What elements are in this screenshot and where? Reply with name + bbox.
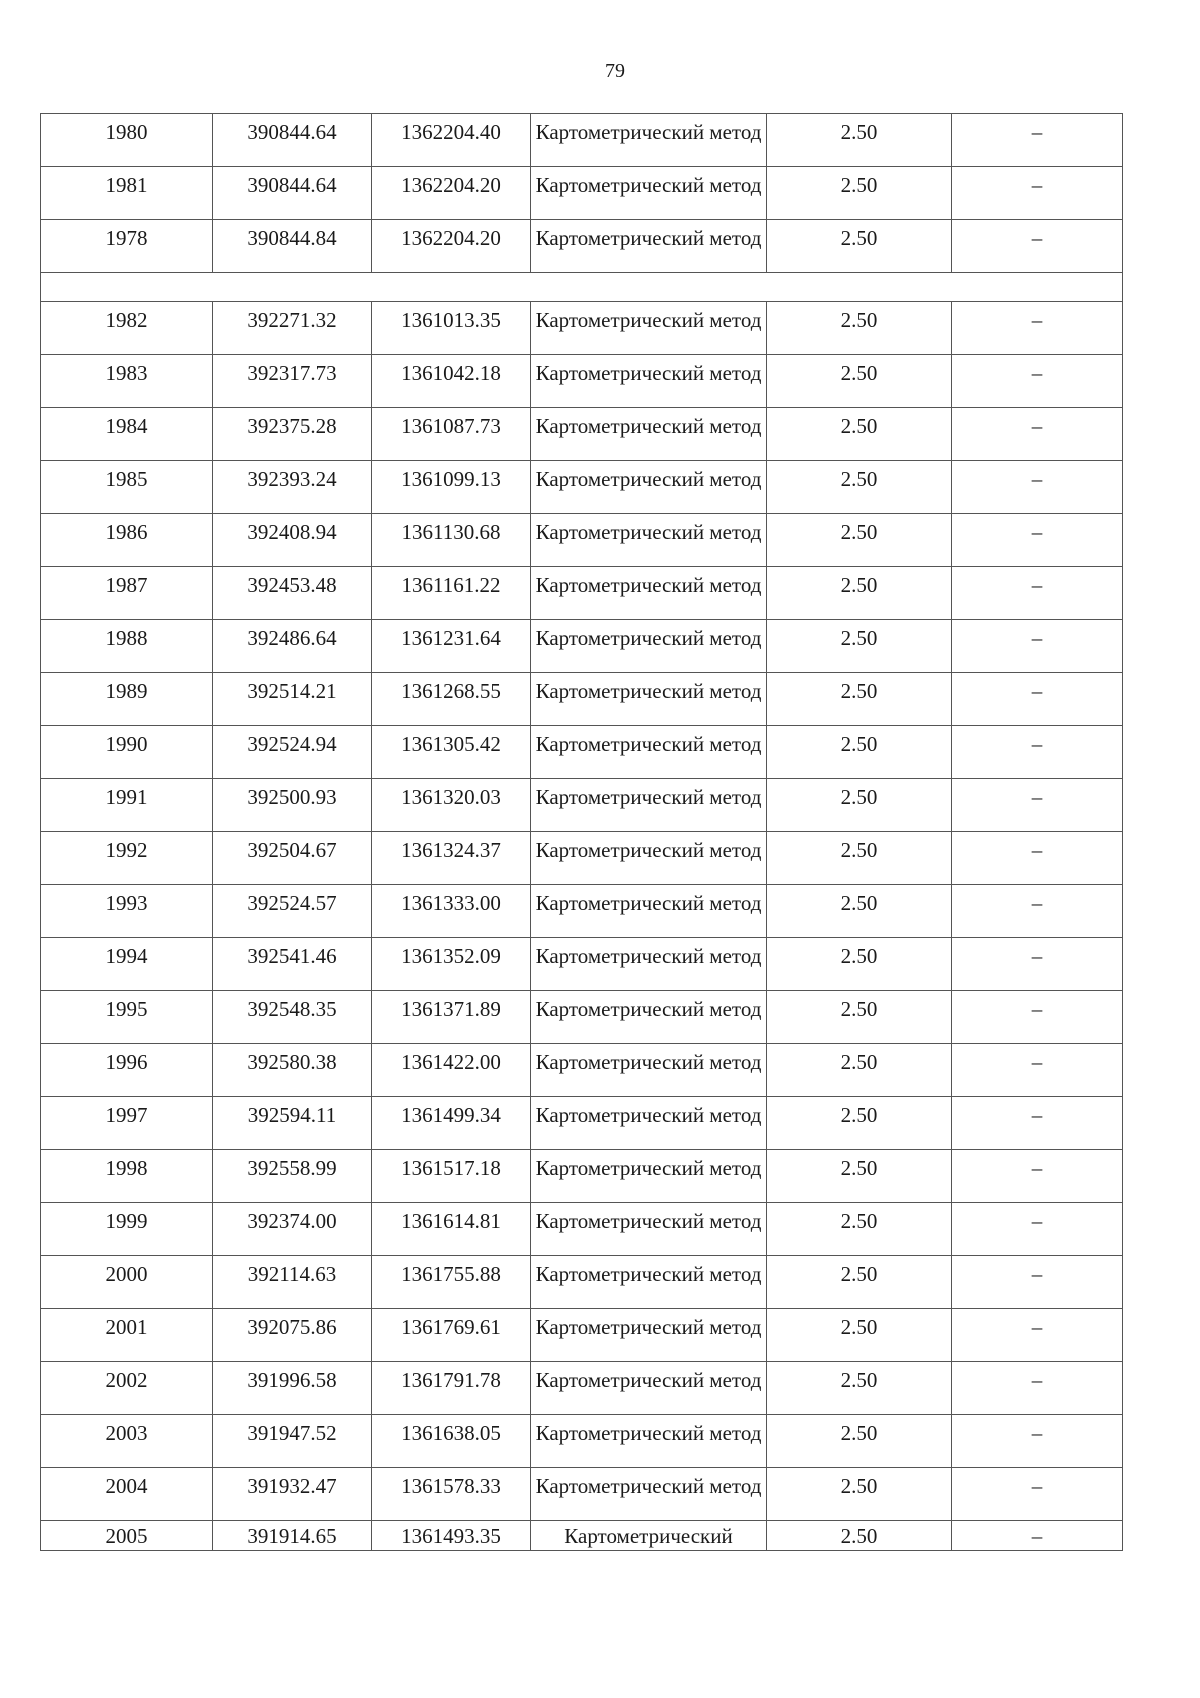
method-cell: Картометрический метод [531, 167, 767, 220]
method-cell: Картометрический метод [531, 1097, 767, 1150]
method-cell: Картометрический метод [531, 673, 767, 726]
table-row [41, 167, 1123, 220]
point-number-cell: 1984 [41, 408, 213, 461]
point-number-cell: 1983 [41, 355, 213, 408]
separator-cell [41, 273, 1123, 302]
y-coordinate-cell: 1361305.42 [372, 726, 531, 779]
y-coordinate-cell: 1361042.18 [372, 355, 531, 408]
point-number-cell: 1987 [41, 567, 213, 620]
point-number-cell: 2005 [41, 1521, 213, 1551]
y-coordinate-cell: 1361333.00 [372, 885, 531, 938]
method-cell: Картометрический метод [531, 1309, 767, 1362]
method-cell: Картометрический метод [531, 567, 767, 620]
accuracy-cell: 2.50 [767, 1362, 952, 1415]
point-number-cell: 1982 [41, 302, 213, 355]
accuracy-cell: 2.50 [767, 779, 952, 832]
coordinates-table [40, 113, 1123, 1551]
method-cell: Картометрический метод [531, 408, 767, 461]
method-cell: Картометрический метод [531, 620, 767, 673]
y-coordinate-cell: 1361493.35 [372, 1521, 531, 1551]
note-cell: – [952, 938, 1123, 991]
table-row [41, 1256, 1123, 1309]
coordinates-table-body [41, 114, 1123, 1551]
note-cell: – [952, 1203, 1123, 1256]
x-coordinate-cell: 392317.73 [213, 355, 372, 408]
note-cell: – [952, 220, 1123, 273]
note-cell: – [952, 620, 1123, 673]
table-row [41, 567, 1123, 620]
y-coordinate-cell: 1362204.40 [372, 114, 531, 167]
accuracy-cell: 2.50 [767, 1521, 952, 1551]
accuracy-cell: 2.50 [767, 991, 952, 1044]
method-cell: Картометрический метод [531, 938, 767, 991]
table-row [41, 1362, 1123, 1415]
note-cell: – [952, 726, 1123, 779]
method-cell: Картометрический метод [531, 1468, 767, 1521]
method-cell: Картометрический метод [531, 355, 767, 408]
table-row [41, 885, 1123, 938]
table-row [41, 1415, 1123, 1468]
method-cell: Картометрический метод [531, 1362, 767, 1415]
table-row [41, 673, 1123, 726]
note-cell: – [952, 514, 1123, 567]
y-coordinate-cell: 1361769.61 [372, 1309, 531, 1362]
x-coordinate-cell: 391914.65 [213, 1521, 372, 1551]
x-coordinate-cell: 392594.11 [213, 1097, 372, 1150]
note-cell: – [952, 673, 1123, 726]
table-row [41, 1468, 1123, 1521]
method-cell: Картометрический метод [531, 885, 767, 938]
accuracy-cell: 2.50 [767, 1468, 952, 1521]
note-cell: – [952, 779, 1123, 832]
point-number-cell: 2003 [41, 1415, 213, 1468]
accuracy-cell: 2.50 [767, 514, 952, 567]
accuracy-cell: 2.50 [767, 1044, 952, 1097]
point-number-cell: 1998 [41, 1150, 213, 1203]
table-separator-row [41, 273, 1123, 302]
point-number-cell: 1995 [41, 991, 213, 1044]
accuracy-cell: 2.50 [767, 832, 952, 885]
y-coordinate-cell: 1362204.20 [372, 167, 531, 220]
accuracy-cell: 2.50 [767, 620, 952, 673]
accuracy-cell: 2.50 [767, 1256, 952, 1309]
table-row [41, 620, 1123, 673]
note-cell: – [952, 567, 1123, 620]
point-number-cell: 1989 [41, 673, 213, 726]
accuracy-cell: 2.50 [767, 167, 952, 220]
note-cell: – [952, 832, 1123, 885]
note-cell: – [952, 1044, 1123, 1097]
x-coordinate-cell: 392271.32 [213, 302, 372, 355]
page-number: 79 [605, 60, 625, 82]
table-row [41, 1044, 1123, 1097]
method-cell: Картометрический метод [531, 726, 767, 779]
y-coordinate-cell: 1361791.78 [372, 1362, 531, 1415]
y-coordinate-cell: 1361755.88 [372, 1256, 531, 1309]
x-coordinate-cell: 391932.47 [213, 1468, 372, 1521]
x-coordinate-cell: 392580.38 [213, 1044, 372, 1097]
point-number-cell: 1993 [41, 885, 213, 938]
point-number-cell: 1994 [41, 938, 213, 991]
x-coordinate-cell: 392075.86 [213, 1309, 372, 1362]
note-cell: – [952, 1150, 1123, 1203]
note-cell: – [952, 302, 1123, 355]
method-cell: Картометрический метод [531, 514, 767, 567]
table-row [41, 114, 1123, 167]
x-coordinate-cell: 392453.48 [213, 567, 372, 620]
note-cell: – [952, 1415, 1123, 1468]
y-coordinate-cell: 1361130.68 [372, 514, 531, 567]
accuracy-cell: 2.50 [767, 567, 952, 620]
note-cell: – [952, 355, 1123, 408]
y-coordinate-cell: 1361638.05 [372, 1415, 531, 1468]
accuracy-cell: 2.50 [767, 1309, 952, 1362]
method-cell: Картометрический метод [531, 1256, 767, 1309]
method-cell: Картометрический метод [531, 1044, 767, 1097]
table-row [41, 302, 1123, 355]
accuracy-cell: 2.50 [767, 461, 952, 514]
method-cell: Картометрический метод [531, 461, 767, 514]
table-row [41, 1150, 1123, 1203]
point-number-cell: 1985 [41, 461, 213, 514]
x-coordinate-cell: 391996.58 [213, 1362, 372, 1415]
method-cell: Картометрический метод [531, 302, 767, 355]
accuracy-cell: 2.50 [767, 114, 952, 167]
note-cell: – [952, 1362, 1123, 1415]
x-coordinate-cell: 392374.00 [213, 1203, 372, 1256]
note-cell: – [952, 991, 1123, 1044]
accuracy-cell: 2.50 [767, 1097, 952, 1150]
table-row [41, 408, 1123, 461]
method-cell: Картометрический метод [531, 1203, 767, 1256]
table-row [41, 461, 1123, 514]
point-number-cell: 1996 [41, 1044, 213, 1097]
accuracy-cell: 2.50 [767, 302, 952, 355]
y-coordinate-cell: 1361371.89 [372, 991, 531, 1044]
x-coordinate-cell: 392558.99 [213, 1150, 372, 1203]
note-cell: – [952, 461, 1123, 514]
y-coordinate-cell: 1361087.73 [372, 408, 531, 461]
table-row [41, 991, 1123, 1044]
accuracy-cell: 2.50 [767, 408, 952, 461]
point-number-cell: 1992 [41, 832, 213, 885]
x-coordinate-cell: 392393.24 [213, 461, 372, 514]
x-coordinate-cell: 390844.64 [213, 114, 372, 167]
x-coordinate-cell: 390844.64 [213, 167, 372, 220]
method-cell: Картометрический [531, 1521, 767, 1551]
point-number-cell: 1981 [41, 167, 213, 220]
note-cell: – [952, 1468, 1123, 1521]
y-coordinate-cell: 1361013.35 [372, 302, 531, 355]
method-cell: Картометрический метод [531, 832, 767, 885]
x-coordinate-cell: 392375.28 [213, 408, 372, 461]
note-cell: – [952, 1521, 1123, 1551]
method-cell: Картометрический метод [531, 1150, 767, 1203]
x-coordinate-cell: 392408.94 [213, 514, 372, 567]
accuracy-cell: 2.50 [767, 1150, 952, 1203]
point-number-cell: 2004 [41, 1468, 213, 1521]
x-coordinate-cell: 392548.35 [213, 991, 372, 1044]
point-number-cell: 1997 [41, 1097, 213, 1150]
accuracy-cell: 2.50 [767, 885, 952, 938]
table-row [41, 938, 1123, 991]
point-number-cell: 1999 [41, 1203, 213, 1256]
point-number-cell: 1988 [41, 620, 213, 673]
point-number-cell: 1980 [41, 114, 213, 167]
method-cell: Картометрический метод [531, 114, 767, 167]
y-coordinate-cell: 1361517.18 [372, 1150, 531, 1203]
note-cell: – [952, 885, 1123, 938]
table-row [41, 514, 1123, 567]
accuracy-cell: 2.50 [767, 1415, 952, 1468]
table-row [41, 1097, 1123, 1150]
accuracy-cell: 2.50 [767, 726, 952, 779]
y-coordinate-cell: 1361578.33 [372, 1468, 531, 1521]
point-number-cell: 2000 [41, 1256, 213, 1309]
accuracy-cell: 2.50 [767, 938, 952, 991]
y-coordinate-cell: 1361352.09 [372, 938, 531, 991]
y-coordinate-cell: 1361499.34 [372, 1097, 531, 1150]
point-number-cell: 1990 [41, 726, 213, 779]
point-number-cell: 2001 [41, 1309, 213, 1362]
accuracy-cell: 2.50 [767, 673, 952, 726]
accuracy-cell: 2.50 [767, 355, 952, 408]
note-cell: – [952, 1256, 1123, 1309]
y-coordinate-cell: 1361268.55 [372, 673, 531, 726]
table-row [41, 1203, 1123, 1256]
method-cell: Картометрический метод [531, 1415, 767, 1468]
method-cell: Картометрический метод [531, 991, 767, 1044]
accuracy-cell: 2.50 [767, 220, 952, 273]
y-coordinate-cell: 1361099.13 [372, 461, 531, 514]
y-coordinate-cell: 1361161.22 [372, 567, 531, 620]
point-number-cell: 2002 [41, 1362, 213, 1415]
table-row [41, 832, 1123, 885]
point-number-cell: 1991 [41, 779, 213, 832]
x-coordinate-cell: 392514.21 [213, 673, 372, 726]
y-coordinate-cell: 1361614.81 [372, 1203, 531, 1256]
point-number-cell: 1978 [41, 220, 213, 273]
note-cell: – [952, 1097, 1123, 1150]
table-row [41, 779, 1123, 832]
note-cell: – [952, 1309, 1123, 1362]
x-coordinate-cell: 392500.93 [213, 779, 372, 832]
x-coordinate-cell: 392486.64 [213, 620, 372, 673]
table-row [41, 1521, 1123, 1551]
point-number-cell: 1986 [41, 514, 213, 567]
y-coordinate-cell: 1362204.20 [372, 220, 531, 273]
note-cell: – [952, 114, 1123, 167]
y-coordinate-cell: 1361320.03 [372, 779, 531, 832]
x-coordinate-cell: 390844.84 [213, 220, 372, 273]
y-coordinate-cell: 1361231.64 [372, 620, 531, 673]
note-cell: – [952, 167, 1123, 220]
x-coordinate-cell: 392524.94 [213, 726, 372, 779]
y-coordinate-cell: 1361324.37 [372, 832, 531, 885]
x-coordinate-cell: 391947.52 [213, 1415, 372, 1468]
table-row [41, 1309, 1123, 1362]
x-coordinate-cell: 392114.63 [213, 1256, 372, 1309]
table-row [41, 220, 1123, 273]
accuracy-cell: 2.50 [767, 1203, 952, 1256]
method-cell: Картометрический метод [531, 779, 767, 832]
note-cell: – [952, 408, 1123, 461]
table-row [41, 355, 1123, 408]
y-coordinate-cell: 1361422.00 [372, 1044, 531, 1097]
method-cell: Картометрический метод [531, 220, 767, 273]
x-coordinate-cell: 392541.46 [213, 938, 372, 991]
x-coordinate-cell: 392504.67 [213, 832, 372, 885]
table-row [41, 726, 1123, 779]
x-coordinate-cell: 392524.57 [213, 885, 372, 938]
